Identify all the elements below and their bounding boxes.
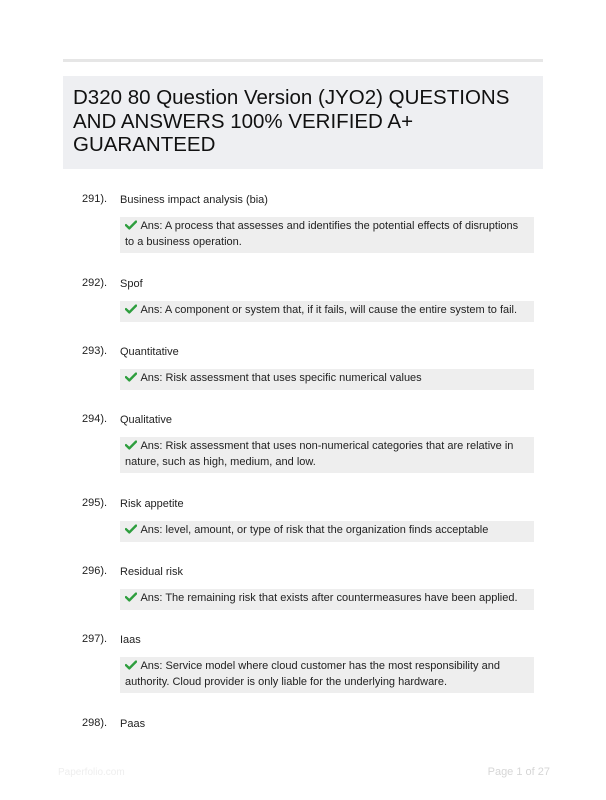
question-text: Qualitative	[120, 414, 172, 426]
answer-box	[120, 301, 534, 322]
question-number: 291).	[82, 193, 108, 205]
question-text: Residual risk	[120, 566, 183, 578]
checkmark-icon	[125, 440, 137, 450]
checkmark-icon	[125, 660, 137, 670]
question-text: Spof	[120, 278, 143, 290]
answer-box	[120, 657, 534, 693]
question-number: 295).	[82, 497, 108, 509]
question-number: 292).	[82, 277, 108, 289]
question-text: Risk appetite	[120, 498, 184, 510]
question-text: Iaas	[120, 634, 141, 646]
top-divider	[63, 59, 543, 62]
question-text: Paas	[120, 718, 146, 730]
answer-box	[120, 521, 534, 542]
checkmark-icon	[125, 372, 137, 382]
checkmark-icon	[125, 524, 137, 534]
title-banner	[63, 76, 543, 169]
answer-box	[120, 589, 534, 610]
question-text: Quantitative	[120, 346, 179, 358]
page-number: Page 1 of 27	[487, 766, 550, 778]
question-number: 298).	[82, 717, 108, 729]
answer-box	[120, 437, 534, 473]
answer-text: Ans: level, amount, or type of risk that the organization finds acceptable	[140, 524, 489, 536]
question-number: 293).	[82, 345, 108, 357]
checkmark-icon	[125, 304, 137, 314]
answer-text: Ans: Risk assessment that uses non-numerical categories that are relative in nature, such as high, medium, and low.	[125, 440, 514, 468]
question-number: 296).	[82, 565, 108, 577]
checkmark-icon	[125, 220, 137, 230]
answer-text: Ans: A component or system that, if it fails, will cause the entire system to fail.	[140, 304, 518, 316]
footer-watermark: Paperfolio.com	[58, 767, 125, 778]
checkmark-icon	[125, 592, 137, 602]
answer-text: Ans: The remaining risk that exists after countermeasures have been applied.	[140, 592, 518, 604]
question-number: 294).	[82, 413, 108, 425]
answer-text: Ans: Service model where cloud customer has the most responsibility and authority. Cloud provider is only liable for the underlying hardware.	[125, 660, 500, 688]
question-text: Business impact analysis (bia)	[120, 194, 268, 206]
answer-text: Ans: A process that assesses and identifies the potential effects of disruptions to a business operation.	[125, 220, 519, 248]
answer-box	[120, 217, 534, 253]
question-number: 297).	[82, 633, 108, 645]
answer-text: Ans: Risk assessment that uses specific numerical values	[140, 372, 422, 384]
document-title: D320 80 Question Version (JYO2) QUESTIONS AND ANSWERS 100% VERIFIED A+ GUARANTEED	[73, 86, 510, 156]
answer-box	[120, 369, 534, 390]
